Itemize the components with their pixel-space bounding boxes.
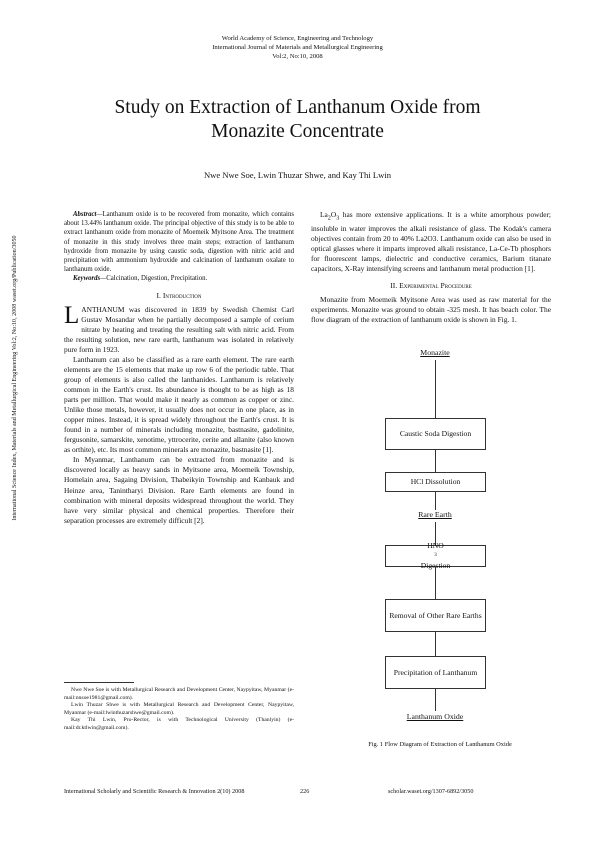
section-heading-introduction: I. Introduction xyxy=(156,290,202,300)
journal-header-line3: Vol:2, No:10, 2008 xyxy=(272,53,323,60)
footer-journal: International Scholarly and Scientific Research & Innovation 2(10) 2008 xyxy=(64,788,245,795)
flow-rare-earth: Rare Earth xyxy=(418,510,452,519)
flow-box-caustic-soda: Caustic Soda Digestion xyxy=(385,418,486,450)
flow-connector xyxy=(435,632,436,656)
footnote-rule xyxy=(64,682,134,683)
flow-box-removal-rare-earths: Removal of Other Rare Earths xyxy=(385,599,486,632)
abstract-label: Abstract xyxy=(73,211,97,218)
keywords-text: Calcination, Digestion, Precipitation. xyxy=(106,275,208,283)
intro-paragraph-3: In Myanmar, Lanthanum can be extracted from monazite and is discovered locally as heavy sands in Myitsone area, Moemeik Township, Homelain area, Sagaing Division, Thabeikyin Township and Kanbauk and Heinze area, Tanintharyi Division. Rare Earth elements are found in combination with mineral deposits widespread throughout the world. They have very similar physical and chemical properties. Therefore their separation processes are extremely difficult [2]. xyxy=(64,455,294,525)
right-column xyxy=(311,210,551,325)
abstract: Abstract—Lanthanum oxide is to be recovered from monazite, which contains about 13.44% lanthanum oxide. The principal objective of this study is to be able to extract lanthanum oxide from monazite of Moemeik Myitsone Area. The treatment of monazite in this study involves three main steps; extraction of lanthanum hydroxide from monazite by using caustic soda, digestion with nitric acid and precipitation with ammonium hydroxide and calcination of lanthanum oxalate to lanthanum oxide. xyxy=(64,211,294,274)
flow-connector xyxy=(435,689,436,711)
flow-connector xyxy=(435,492,436,510)
left-column xyxy=(64,210,294,526)
intro-paragraph-2: Lanthanum can also be classified as a rare earth element. The rare earth elements are the 15 elements that make up row 6 of the periodic table. That group of elements is also called the lanthanides. Lanthanum is relatively common in the Earth's crust. Its abundance is thought to be as high as 18 parts per million. That would make it nearly as common as copper or zinc. Unlike those metals, however, it usually does not occur in one place, as in copper mines. Instead, it is spread widely throughout the Earth's crust. It is found in a number of minerals including monazite, bastnasite, gadolinite, fergusonite, samarskite, xenotime, yttrocerite, cerite and allanite (also known as orthite), etc. Its most common minerals are monazite, bastnasite [1]. xyxy=(64,354,294,455)
flow-connector xyxy=(435,567,436,599)
footnote-1: Nwe Nwe Soe is with Metallurgical Research and Development Center, Naypyitaw, Myanmar (e-mail:nnsoe1981@gmail.com). xyxy=(64,687,294,701)
footer-link[interactable]: scholar.waset.org/1307-6892/3050 xyxy=(388,788,474,795)
flow-end-lanthanum-oxide: Lanthanum Oxide xyxy=(406,712,464,721)
figure-caption: Fig. 1 Flow Diagram of Extraction of Lanthanum Oxide xyxy=(368,741,512,748)
footnotes xyxy=(64,687,294,733)
footnote-3: Kay Thi Lwin, Pro-Rector, is with Technological University (Thanlyin) (e-mail:dr.ktlwin@gmail.com). xyxy=(64,717,294,731)
paper-title-line1: Study on Extraction of Lanthanum Oxide from xyxy=(114,97,481,118)
keywords-label: Keywords xyxy=(73,275,101,283)
authors: Nwe Nwe Soe, Lwin Thuzar Shwe, and Kay Thi Lwin xyxy=(203,170,392,180)
intro-paragraph-1: LANTHANUM was discovered in 1839 by Swedish Chemist Carl Gustav Mosandar when he partially decomposed a sample of cerium nitrate by heating and treating the resulting salt with nitric acid. From the resulting solution, new rare earth, lanthanum was isolated in relatively pure form in 1923. xyxy=(64,301,294,354)
flow-connector xyxy=(435,360,436,418)
section-heading-experimental: II. Experimental Procedure xyxy=(390,280,472,290)
paper-title xyxy=(40,96,555,144)
footnote-2: Lwin Thuzar Shwe is with Metallurgical Research and Development Center, Naypyitaw, Myanmar (e-mail:lwinthuzarshwe@gmail.com). xyxy=(64,702,294,716)
keywords: Keywords—Calcination, Digestion, Precipitation. xyxy=(73,275,208,283)
flow-box-hno3-digestion: HNO 3 Digestion xyxy=(385,545,486,567)
flow-connector xyxy=(435,450,436,472)
paper-title-line2: Monazite Concentrate xyxy=(211,121,384,142)
drop-cap: L xyxy=(64,301,80,329)
experimental-paragraph: Monazite from Moemeik Myitsone Area was used as raw material for the experiments. Monazite was ground to obtain -325 mesh. It has beach color. The flow diagram of the extraction of lanthanum oxide is shown in Fig. 1. xyxy=(311,294,551,324)
journal-header-line2: International Journal of Materials and Metallurgical Engineering xyxy=(212,44,383,51)
applications-paragraph: $La_2O_3$ has more extensive applications. It is a white amorphous powder; insoluble in water improves the alkali resistance of glass. The Kodak's camera objectives contain from 20 to 40% La2O3. Lanthanum oxide can also be used in optical glasses where it imparts improved alkali resistance, La-Ce-Tb phosphors for fluorescent lamps, dielectric and conductive ceramics, Barium titanate capacitors, X-Ray intensifying screens and lanthanum metal production [1]. xyxy=(311,210,551,273)
footer-page-number: 226 xyxy=(300,788,310,795)
flow-box-precipitation: Precipitation of Lanthanum xyxy=(385,656,486,689)
abstract-text: Lanthanum oxide is to be recovered from monazite, which contains about 13.44% lanthanum oxide. The principal objective of this study is to be able to extract lanthanum oxide from monazite of Moemeik Myitsone Area. The treatment of monazite in this study involves three main steps; extraction of lanthanum hydroxide from monazite by using caustic soda, digestion with nitric acid and precipitation with ammonium hydroxide and calcination of lanthanum oxalate to lanthanum oxide. xyxy=(64,211,294,274)
side-index-text: International Science Index, Materials and Metallurgical Engineering Vol:2, No:10, 2008 waset.org/Publication/3050 xyxy=(12,235,18,521)
journal-header-line1: World Academy of Science, Engineering and Technology xyxy=(221,35,374,42)
flow-start-monazite: Monazite xyxy=(420,348,450,357)
flow-box-hcl-dissolution: HCl Dissolution xyxy=(385,472,486,492)
